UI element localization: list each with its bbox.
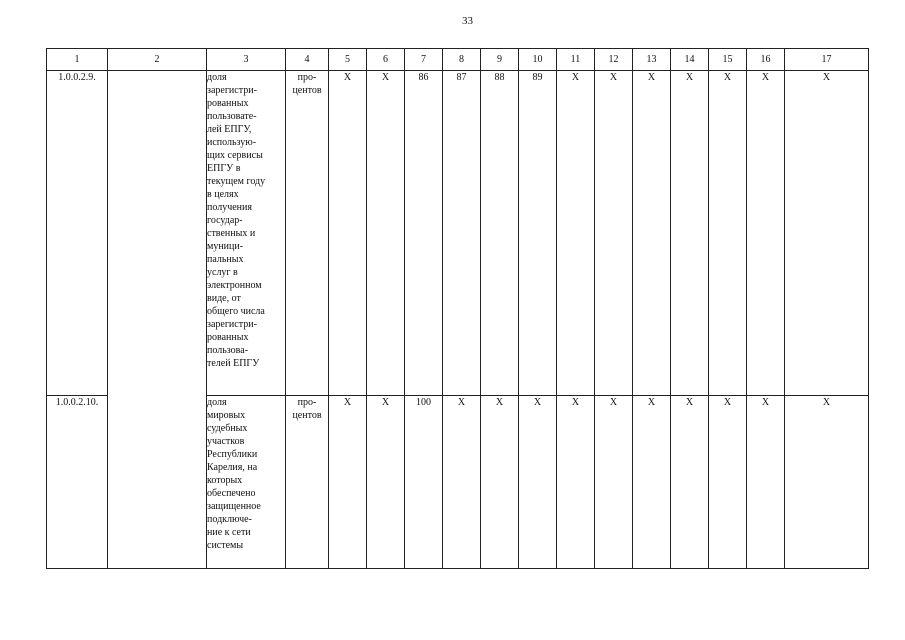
value-cell: X [367,396,405,569]
description-line: виде, от [207,293,241,304]
value-cell: X [633,71,671,396]
description-line: судебных [207,423,248,434]
column-number-cell: 9 [481,49,519,71]
description-line: лей ЕПГУ, [207,124,252,135]
unit-cell [286,71,329,396]
description-line: общего числа [207,306,265,317]
value-cell: X [519,396,557,569]
description-line: телей ЕПГУ [207,358,260,369]
description-line: рованных [207,332,249,343]
column-number-cell: 2 [108,49,207,71]
description-line: подключе- [207,514,252,525]
value-cell: X [367,71,405,396]
indicator-description [207,396,286,569]
description-line: мировых [207,410,246,421]
description-line: текущем году [207,176,266,187]
value-cell: 88 [481,71,519,396]
value-cell: X [481,396,519,569]
description-line: участков [207,436,245,447]
description-line: зарегистри- [207,85,257,96]
description-line: ние к сети [207,527,251,538]
column-number-cell: 8 [443,49,481,71]
column-number-cell: 11 [557,49,595,71]
value-cell: X [443,396,481,569]
unit-line: центов [292,85,322,96]
value-cell: X [671,396,709,569]
description-line: государ- [207,215,243,226]
column-number-cell: 7 [405,49,443,71]
column-number-cell: 1 [47,49,108,71]
indicator-code: 1.0.0.2.9. [47,71,108,396]
description-line: доля [207,72,227,83]
description-line: муници- [207,241,244,252]
column-number-cell: 17 [785,49,869,71]
indicator-description [207,71,286,396]
value-cell: X [709,71,747,396]
column-number-cell: 3 [207,49,286,71]
column-number-cell: 10 [519,49,557,71]
indicator-table [46,48,869,569]
description-line: системы [207,540,244,551]
value-cell: X [557,396,595,569]
description-line: пальных [207,254,244,265]
value-cell: X [329,71,367,396]
description-line: ственных и [207,228,256,239]
description-line: услуг в [207,267,238,278]
unit-cell [286,396,329,569]
value-cell: X [671,71,709,396]
value-cell: X [557,71,595,396]
column-number-cell: 14 [671,49,709,71]
column-number-cell: 15 [709,49,747,71]
value-cell: 100 [405,396,443,569]
column-number-cell: 5 [329,49,367,71]
unit-line: центов [292,410,322,421]
description-line: пользова- [207,345,249,356]
description-line: зарегистри- [207,319,257,330]
unit-line: про- [297,72,317,83]
column-number-cell: 13 [633,49,671,71]
column-number-cell: 12 [595,49,633,71]
value-cell: 89 [519,71,557,396]
unit-line: про- [297,397,317,408]
column-number-cell: 6 [367,49,405,71]
description-line: Республики [207,449,258,460]
merged-empty-cell [108,71,207,569]
description-line: рованных [207,98,249,109]
table-row [47,71,869,396]
value-cell: 86 [405,71,443,396]
description-line: ЕПГУ в [207,163,241,174]
description-line: Карелия, на [207,462,258,473]
value-cell: X [595,396,633,569]
description-line: обеспечено [207,488,256,499]
page-number: 33 [462,15,473,27]
value-cell: X [329,396,367,569]
value-cell: X [747,71,785,396]
description-line: получения [207,202,252,213]
description-line: доля [207,397,227,408]
value-cell: 87 [443,71,481,396]
description-line: в целях [207,189,239,200]
description-line: защищенное [207,501,261,512]
description-line: пользовате- [207,111,257,122]
column-number-cell: 16 [747,49,785,71]
value-cell: X [785,396,869,569]
value-cell: X [595,71,633,396]
description-line: щих сервисы [207,150,263,161]
value-cell: X [785,71,869,396]
column-number-row [47,49,869,71]
description-line: электронном [207,280,262,291]
indicator-code: 1.0.0.2.10. [47,396,108,569]
value-cell: X [633,396,671,569]
value-cell: X [709,396,747,569]
value-cell: X [747,396,785,569]
description-line: использую- [207,137,257,148]
column-number-cell: 4 [286,49,329,71]
description-line: которых [207,475,243,486]
